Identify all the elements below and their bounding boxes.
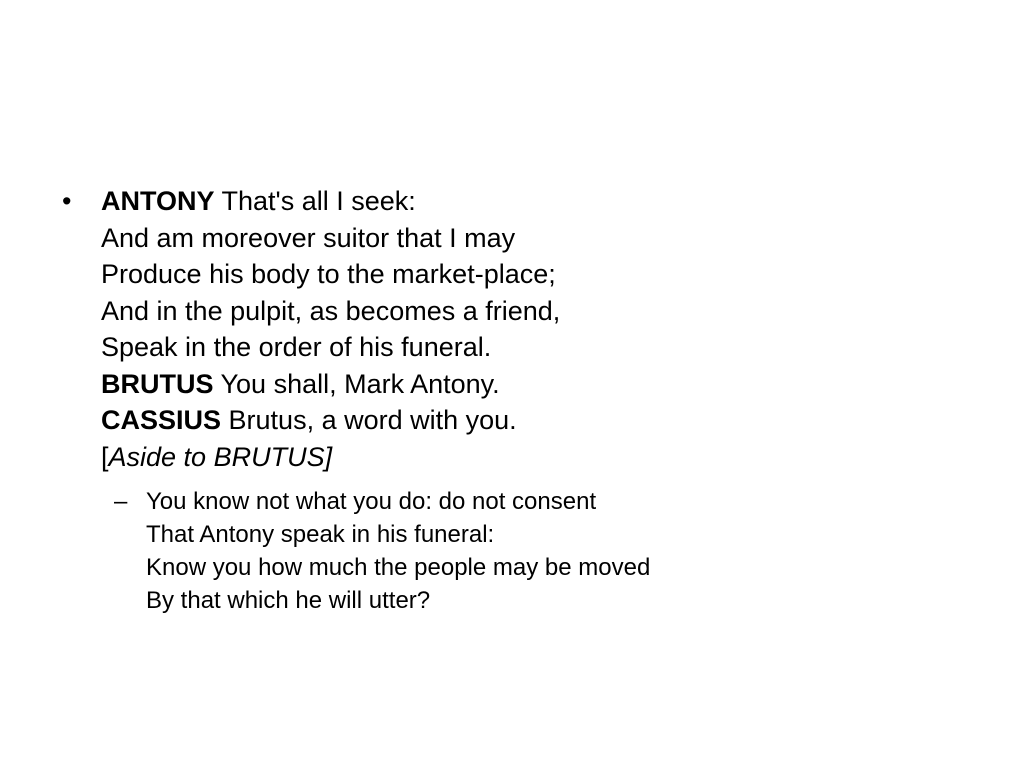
bullet-item [62, 183, 962, 475]
dialogue-line: By that which he will utter? [146, 587, 431, 614]
speaker-name: CASSIUS [101, 405, 222, 435]
dialogue-line [101, 366, 560, 403]
dialogue-line: And am moreover suitor that I may [101, 222, 516, 253]
bracket: [ [101, 441, 109, 472]
line-text: You shall, Mark Antony. [213, 368, 500, 399]
sub-bullet-item [114, 485, 962, 617]
sub-bullet-text [146, 485, 650, 617]
dialogue-line: Produce his body to the market-place; [101, 259, 556, 289]
dialogue-line: Know you how much the people may be moved [146, 554, 651, 581]
line-text: Brutus, a word with you. [221, 405, 517, 435]
dialogue-line: And in the pulpit, as becomes a friend, [101, 295, 561, 326]
dialogue-line: You know not what you do: do not consent [146, 488, 597, 515]
stage-direction [101, 439, 560, 476]
bullet-list [62, 183, 962, 617]
dialogue-line [101, 402, 560, 439]
bullet-dot-icon: • [62, 186, 72, 216]
bullet-text [101, 183, 560, 475]
dash-icon: – [114, 488, 128, 515]
speaker-name: ANTONY [101, 186, 215, 216]
dialogue-line: That Antony speak in his funeral: [146, 521, 495, 548]
line-text: That's all I seek: [214, 186, 416, 216]
dialogue-line [101, 183, 560, 220]
speaker-name: BRUTUS [101, 368, 214, 399]
dialogue-line: Speak in the order of his funeral. [101, 332, 492, 362]
aside-text: Aside to BRUTUS] [108, 441, 333, 472]
